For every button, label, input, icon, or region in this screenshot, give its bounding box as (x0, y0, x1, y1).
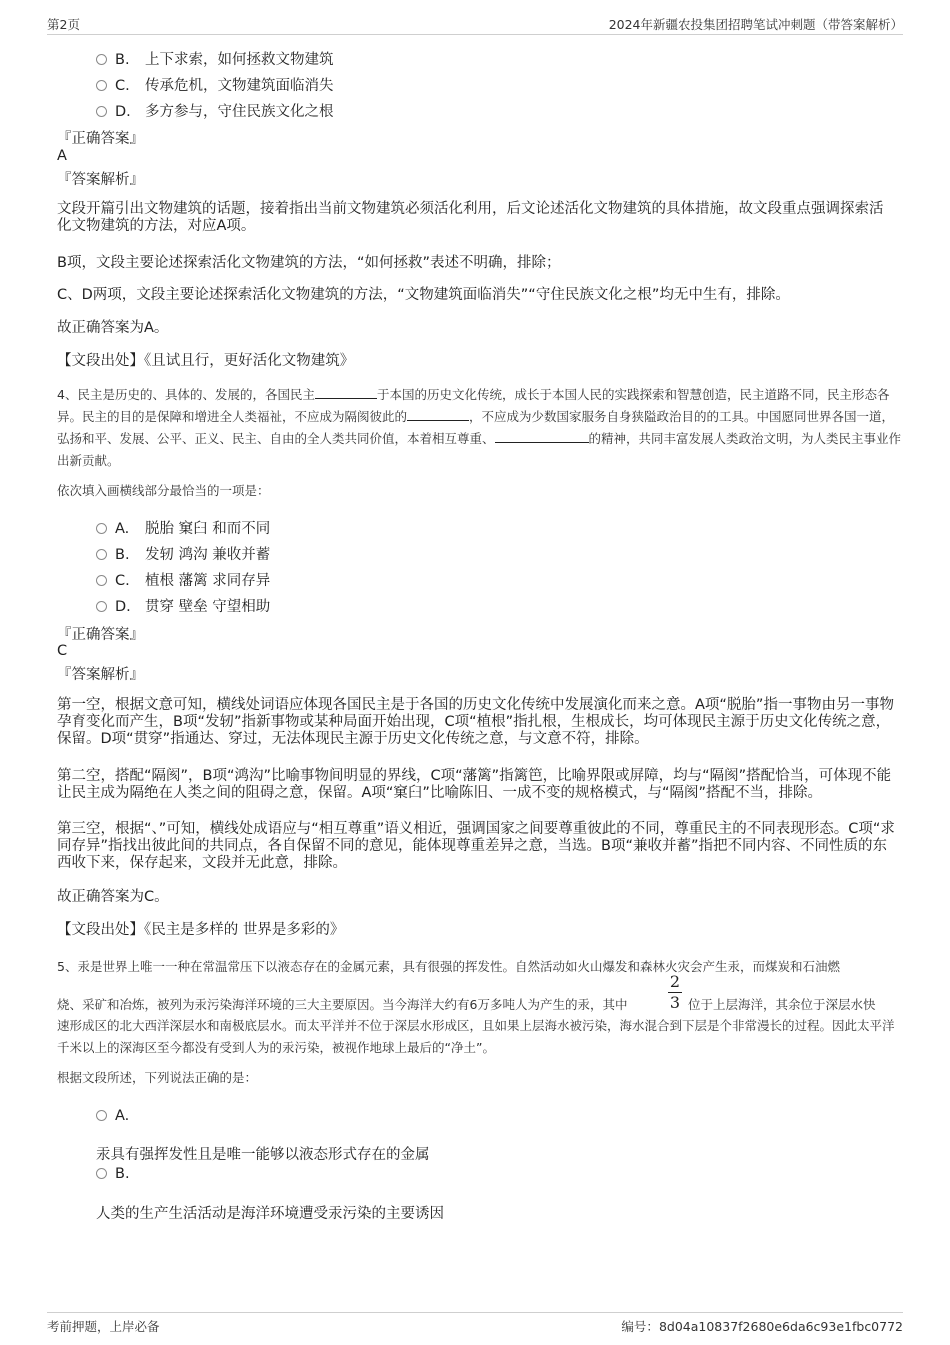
footer-slogan: 考前押题，上岸必备 (47, 1319, 160, 1334)
q3-analysis-paragraph: 文段开篇引出文物建筑的话题，接着指出当前文物建筑必须活化利用，后文论述活化文物建筑的具体措施，故文段重点强调探索活化文物建筑的方法，对应A项。 (57, 201, 884, 234)
q4-prompt: 依次填入画横线部分最恰当的一项是： (57, 483, 270, 498)
q5-stem-line: 位于上层海洋，其余位于深层水快 (688, 997, 876, 1012)
q5-option-b[interactable]: B. (96, 1166, 145, 1182)
q4-answer: C (57, 643, 68, 659)
q3-analysis-paragraph: C、D两项，文段主要论述探索活化文物建筑的方法，“文物建筑面临消失”“守住民族文化之根”均无中生有，排除。 (57, 287, 790, 303)
fill-blank (407, 408, 469, 421)
page-number: 第2页 (47, 17, 80, 32)
q5-stem-line: 烧、采矿和冶炼，被列为汞污染海洋环境的三大主要原因。当今海洋大约有6万多吨人为产生的汞，其中 (57, 997, 628, 1012)
page-header (47, 12, 903, 35)
q3-analysis-paragraph: B项，文段主要论述探索活化文物建筑的方法，“如何拯救”表述不明确，排除； (57, 255, 561, 271)
q5-option-b-text: 人类的生产生活活动是海洋环境遭受汞污染的主要诱因 (96, 1206, 444, 1222)
fill-blank (315, 386, 377, 399)
q4-option-b[interactable]: B. 发轫 鸿沟 兼收并蓄 (96, 543, 270, 564)
radio-icon[interactable] (96, 1168, 107, 1179)
q4-analysis-paragraph: 第一空，根据文意可知，横线处词语应体现各国民主是于各国的历史文化传统中发展演化而来之意。A项“脱胎”指一事物由另一事物孕育变化而产生，B项“发轫”指新事物或某种局面开始出现，C项“植根”指扎根，生根成长，均可体现民主源于历史文化传统之意，保留。D项“贯穿”指通达、穿过，无法体现民主源于历史文化传统之意，与文意不符，排除。 (57, 697, 894, 747)
radio-icon[interactable] (96, 549, 107, 560)
radio-icon[interactable] (96, 601, 107, 612)
q4-answer-label: 『正确答案』 (57, 627, 144, 643)
document-title: 2024年新疆农投集团招聘笔试冲刺题（带答案解析） (608, 17, 903, 32)
radio-icon[interactable] (96, 54, 107, 65)
q4-analysis-paragraph: 故正确答案为C。 (57, 889, 169, 905)
q4-analysis-label: 『答案解析』 (57, 667, 144, 683)
q4-option-c[interactable]: C. 植根 藩篱 求同存异 (96, 569, 270, 590)
q5-option-a[interactable]: A. (96, 1108, 145, 1124)
q4-option-d[interactable]: D. 贯穿 壁垒 守望相助 (96, 595, 270, 616)
q5-stem-rest: 速形成区的北大西洋深层水和南极底层水。而太平洋并不位于深层水形成区，且如果上层海水被污染，海水混合到下层是个非常漫长的过程。因此太平洋千米以上的深海区至今都没有受到人为的汞污染，被视作地球上最后的“净土”。 (57, 1018, 895, 1055)
radio-icon[interactable] (96, 1110, 107, 1121)
q3-answer: A (57, 148, 67, 164)
q3-option-b[interactable]: B. 上下求索，如何拯救文物建筑 (96, 48, 334, 69)
q4-stem: 4、民主是历史的、具体的、发展的，各国民主 于本国的历史文化传统，成长于本国人民的实践探索和智慧创造，民主道路不同，民主形态各异。民主的目的是保障和增进全人类福祉，不应成为隔阂彼此的 ，不应成为少数国家服务自身狭隘政治目的的工具。中国愿同世界各国一道，弘扬和平、发展、公平、正义、民主、自由的全人类共同价值，本着相互尊重、 的精神，共同丰富发展人类政治文明，为人类民主事业作出新贡献。 (57, 387, 902, 468)
q4-analysis-paragraph: 第二空，搭配“隔阂”，B项“鸿沟”比喻事物间明显的界线，C项“藩篱”指篱笆，比喻界限或屏障，均与“隔阂”搭配恰当，可体现不能让民主成为隔绝在人类之间的阻碍之意，保留。A项“窠臼”比喻陈旧、一成不变的规格模式，与“隔阂”搭配不当，排除。 (57, 768, 892, 801)
q3-analysis-paragraph: 故正确答案为A。 (57, 320, 169, 336)
document-code: 编号：8d04a10837f2680e6da6c93e1fbc0772 (621, 1319, 903, 1334)
q3-source: 【文段出处】《且试且行，更好活化文物建筑》 (57, 353, 355, 369)
fraction-two-thirds: 2 3 (669, 972, 681, 1012)
q5-option-a-text: 汞具有强挥发性且是唯一能够以液态形式存在的金属 (96, 1147, 430, 1163)
q3-analysis-label: 『答案解析』 (57, 172, 144, 188)
q5-prompt: 根据文段所述，下列说法正确的是： (57, 1070, 258, 1085)
q3-answer-label: 『正确答案』 (57, 131, 144, 147)
radio-icon[interactable] (96, 523, 107, 534)
q3-option-d[interactable]: D. 多方参与，守住民族文化之根 (96, 100, 334, 121)
q3-option-c[interactable]: C. 传承危机，文物建筑面临消失 (96, 74, 334, 95)
q5-stem-line: 5、汞是世界上唯一一种在常温常压下以液态存在的金属元素，具有很强的挥发性。自然活动如火山爆发和森林火灾会产生汞，而煤炭和石油燃 (57, 959, 840, 974)
q4-option-a[interactable]: A. 脱胎 窠臼 和而不同 (96, 517, 270, 538)
q4-source: 【文段出处】《民主是多样的 世界是多彩的》 (57, 922, 345, 938)
q4-analysis-paragraph: 第三空，根据“、”可知，横线处成语应与“相互尊重”语义相近，强调国家之间要尊重彼此的不同，尊重民主的不同表现形态。C项“求同存异”指找出彼此间的共同点，各自保留不同的意见，能体现尊重差异之意，当选。B项“兼收并蓄”指把不同内容、不同性质的东西收下来，保存起来，文段并无此意，排除。 (57, 821, 895, 871)
radio-icon[interactable] (96, 80, 107, 91)
page-footer (47, 1312, 903, 1335)
radio-icon[interactable] (96, 106, 107, 117)
fill-blank (495, 430, 589, 443)
radio-icon[interactable] (96, 575, 107, 586)
